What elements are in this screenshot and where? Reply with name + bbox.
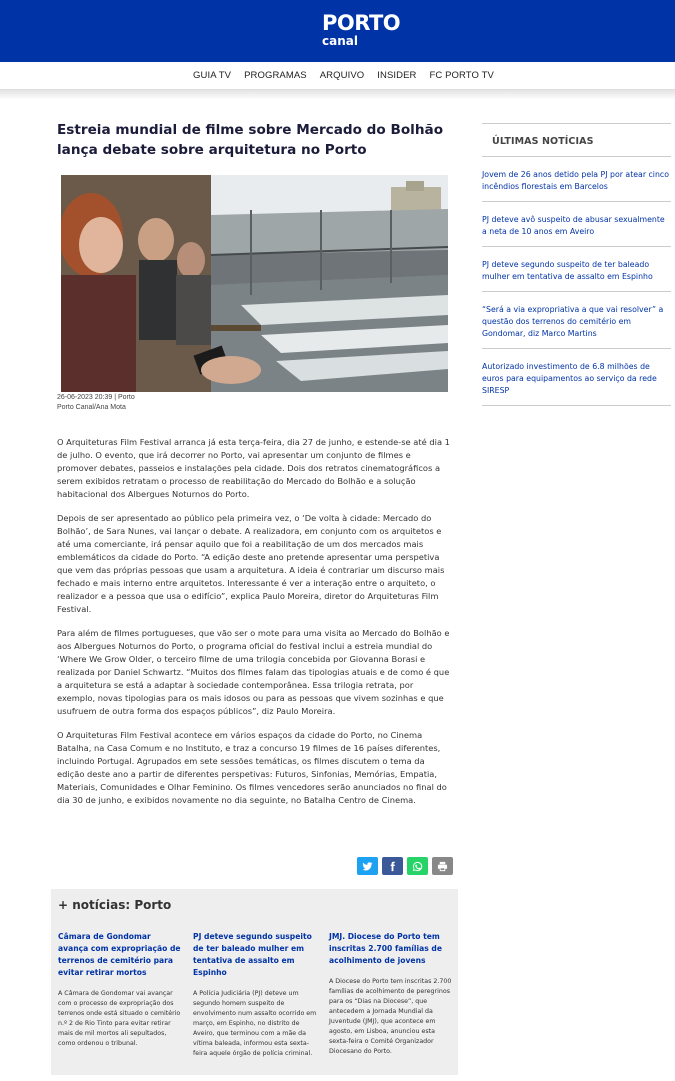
more-news-title: + notícias: Porto: [58, 898, 172, 912]
share-twitter-button[interactable]: [357, 857, 378, 875]
latest-news-item[interactable]: PJ deteve avô suspeito de abusar sexualmente a neta de 10 anos em Aveiro: [482, 202, 671, 247]
logo-subtitle: canal: [322, 34, 358, 48]
print-button[interactable]: [432, 857, 453, 875]
site-header: [0, 0, 675, 62]
share-facebook-button[interactable]: [382, 857, 403, 875]
news-card-title[interactable]: PJ deteve segundo suspeito de ter baleado mulher em tentativa de assalto em Espinho: [193, 932, 312, 977]
more-news-panel: [51, 889, 458, 1075]
latest-news-item[interactable]: Jovem de 26 anos detido pela PJ por atear cinco incêndios florestais em Barcelos: [482, 157, 671, 202]
caption-date: 26-06-2023 20:39 | Porto: [57, 394, 135, 401]
photo-caption: [57, 393, 135, 413]
print-icon: [437, 861, 448, 872]
news-card-summary: A Câmara de Gondomar vai avançar com o processo de expropriação dos terrenos onde está situado o cemitério n.º 2 de Rio Tinto para evitar retirar mais de mil mortos ali sepultados, como ordenou o tribunal.: [58, 990, 181, 1047]
nav-item-guia-tv[interactable]: GUIA TV: [193, 70, 232, 81]
article-paragraph: O Arquiteturas Film Festival arranca já esta terça-feira, dia 27 de junho, e estende-se até dia 1 de julho. O evento, que irá decorrer no Porto, vai apresentar um conjunto de filmes e promover debates, passeios e instalações pela cidade. Dois dos retratos cinematográficos a serem exibidos retratam o processo de reabilitação do Mercado do Bolhão e a solução habitacional dos Albergues Noturnos do Porto.: [57, 437, 450, 499]
latest-news-item[interactable]: “Será a via expropriativa a que vai resolver” a questão dos terrenos do cemitério em Gondomar, diz Marco Martins: [482, 292, 671, 349]
facebook-icon: [387, 861, 398, 872]
share-whatsapp-button[interactable]: [407, 857, 428, 875]
article-body: [57, 436, 453, 818]
news-card-summary: A Polícia Judiciária (PJ) deteve um segundo homem suspeito de envolvimento num assalto ocorrido em março, em Espinho, no distrito de Aveiro, que terminou com a mãe da vítima baleada, informou esta sexta-feira aquele órgão de polícia criminal.: [193, 990, 317, 1057]
whatsapp-icon: [412, 861, 423, 872]
news-card-summary: A Diocese do Porto tem inscritas 2.700 famílias de acolhimento de peregrinos para os “Dias na Diocese”, que antecedem a Jornada Mundial da Juventude (JMJ), que acontece em agosto, em Lisboa, anunciou esta sexta-feira o Comité Organizador Diocesano do Porto.: [329, 978, 452, 1055]
latest-news-item[interactable]: PJ deteve segundo suspeito de ter baleado mulher em tentativa de assalto em Espinho: [482, 247, 671, 292]
logo-wordmark: PORTO: [322, 11, 401, 35]
nav-item-programas[interactable]: PROGRAMAS: [244, 70, 307, 81]
caption-credit: Porto Canal/Ana Mota: [57, 404, 126, 411]
article-paragraph: Depois de ser apresentado ao público pela primeira vez, o ‘De volta à cidade: Mercado do Bolhão’, de Sara Nunes, vai lançar o debate. A realizadora, em conjunto com os arquitetos e até uma comerciante, irá pensar aquilo que foi a reabilitação de um dos mercados mais emblemáticos da cidade do Porto. “A edição deste ano pretende apresentar uma perspetiva que vem das próprias pessoas que usam a arquitetura. A ideia é contrariar um discurso mais fechado e mais interno entre arquitetos. Interessante é ver a interação entre o arquiteto, o realizador e a pessoa que usa o edifício”, explica Paulo Moreira, diretor do Arquiteturas Film Festival.: [57, 513, 445, 614]
news-card[interactable]: [329, 931, 453, 1057]
nav-shadow: [0, 90, 675, 100]
main-nav: [0, 62, 675, 90]
news-card[interactable]: [58, 931, 182, 1049]
latest-news-item[interactable]: Autorizado investimento de 6.8 milhões de euros para equipamentos ao serviço da rede SIRESP: [482, 349, 671, 406]
article-paragraph: Para além de filmes portugueses, que vão ser o mote para uma visita ao Mercado do Bolhão e aos Albergues Noturnos do Porto, o programa oficial do festival inclui a estreia mundial do ‘Where We Grow Older, o terceiro filme de uma trilogia concebida por Giovanna Borasi e realizada por Daniel Schwartz. “Muitos dos filmes falam das tipologias atuais e de como é que a arquitetura se está a adaptar à sociedade contemporânea. Essa trilogia retrata, por exemplo, novas tipologias para os mais idosos ou para as pessoas que vivem sozinhas e que usufruem de outra forma dos espaços públicos”, diz Paulo Moreira.: [57, 628, 450, 716]
news-card-title[interactable]: JMJ. Diocese do Porto tem inscritas 2.700 famílias de acolhimento de jovens: [329, 932, 442, 965]
nav-item-arquivo[interactable]: ARQUIVO: [319, 70, 365, 81]
news-card-title[interactable]: Câmara de Gondomar avança com expropriação de terrenos de cemitério para evitar retirar mortos: [58, 932, 181, 977]
news-card[interactable]: [193, 931, 317, 1059]
article-paragraph: O Arquiteturas Film Festival acontece em vários espaços da cidade do Porto, no Cinema Batalha, na Casa Comum e no Instituto, e traz a concurso 19 filmes de 16 países diferentes, incluindo Portugal. Agrupados em sete sessões temáticas, os filmes discutem o tema da edição deste ano a partir de diferentes perspetivas: Futuros, Sinfonias, Memórias, Empatia, Materiais, Comunidades e Olhar Feminino. Os filmes vencedores serão anunciados no final do dia 30 de junho, e exibidos novamente no dia seguinte, no Batalha Centro de Cinema.: [57, 730, 447, 805]
nav-item-fc-porto-tv[interactable]: FC PORTO TV: [429, 70, 494, 81]
article-photo: [61, 175, 448, 392]
latest-news-sidebar: [482, 123, 671, 406]
article-title: Estreia mundial de filme sobre Mercado do Bolhão lança debate sobre arquitetura no Porto: [57, 122, 444, 158]
twitter-icon: [362, 861, 373, 872]
nav-item-insider[interactable]: INSIDER: [377, 70, 417, 81]
porto-canal-logo[interactable]: [322, 12, 400, 48]
latest-news-title: ÚLTIMAS NOTÍCIAS: [482, 123, 671, 157]
